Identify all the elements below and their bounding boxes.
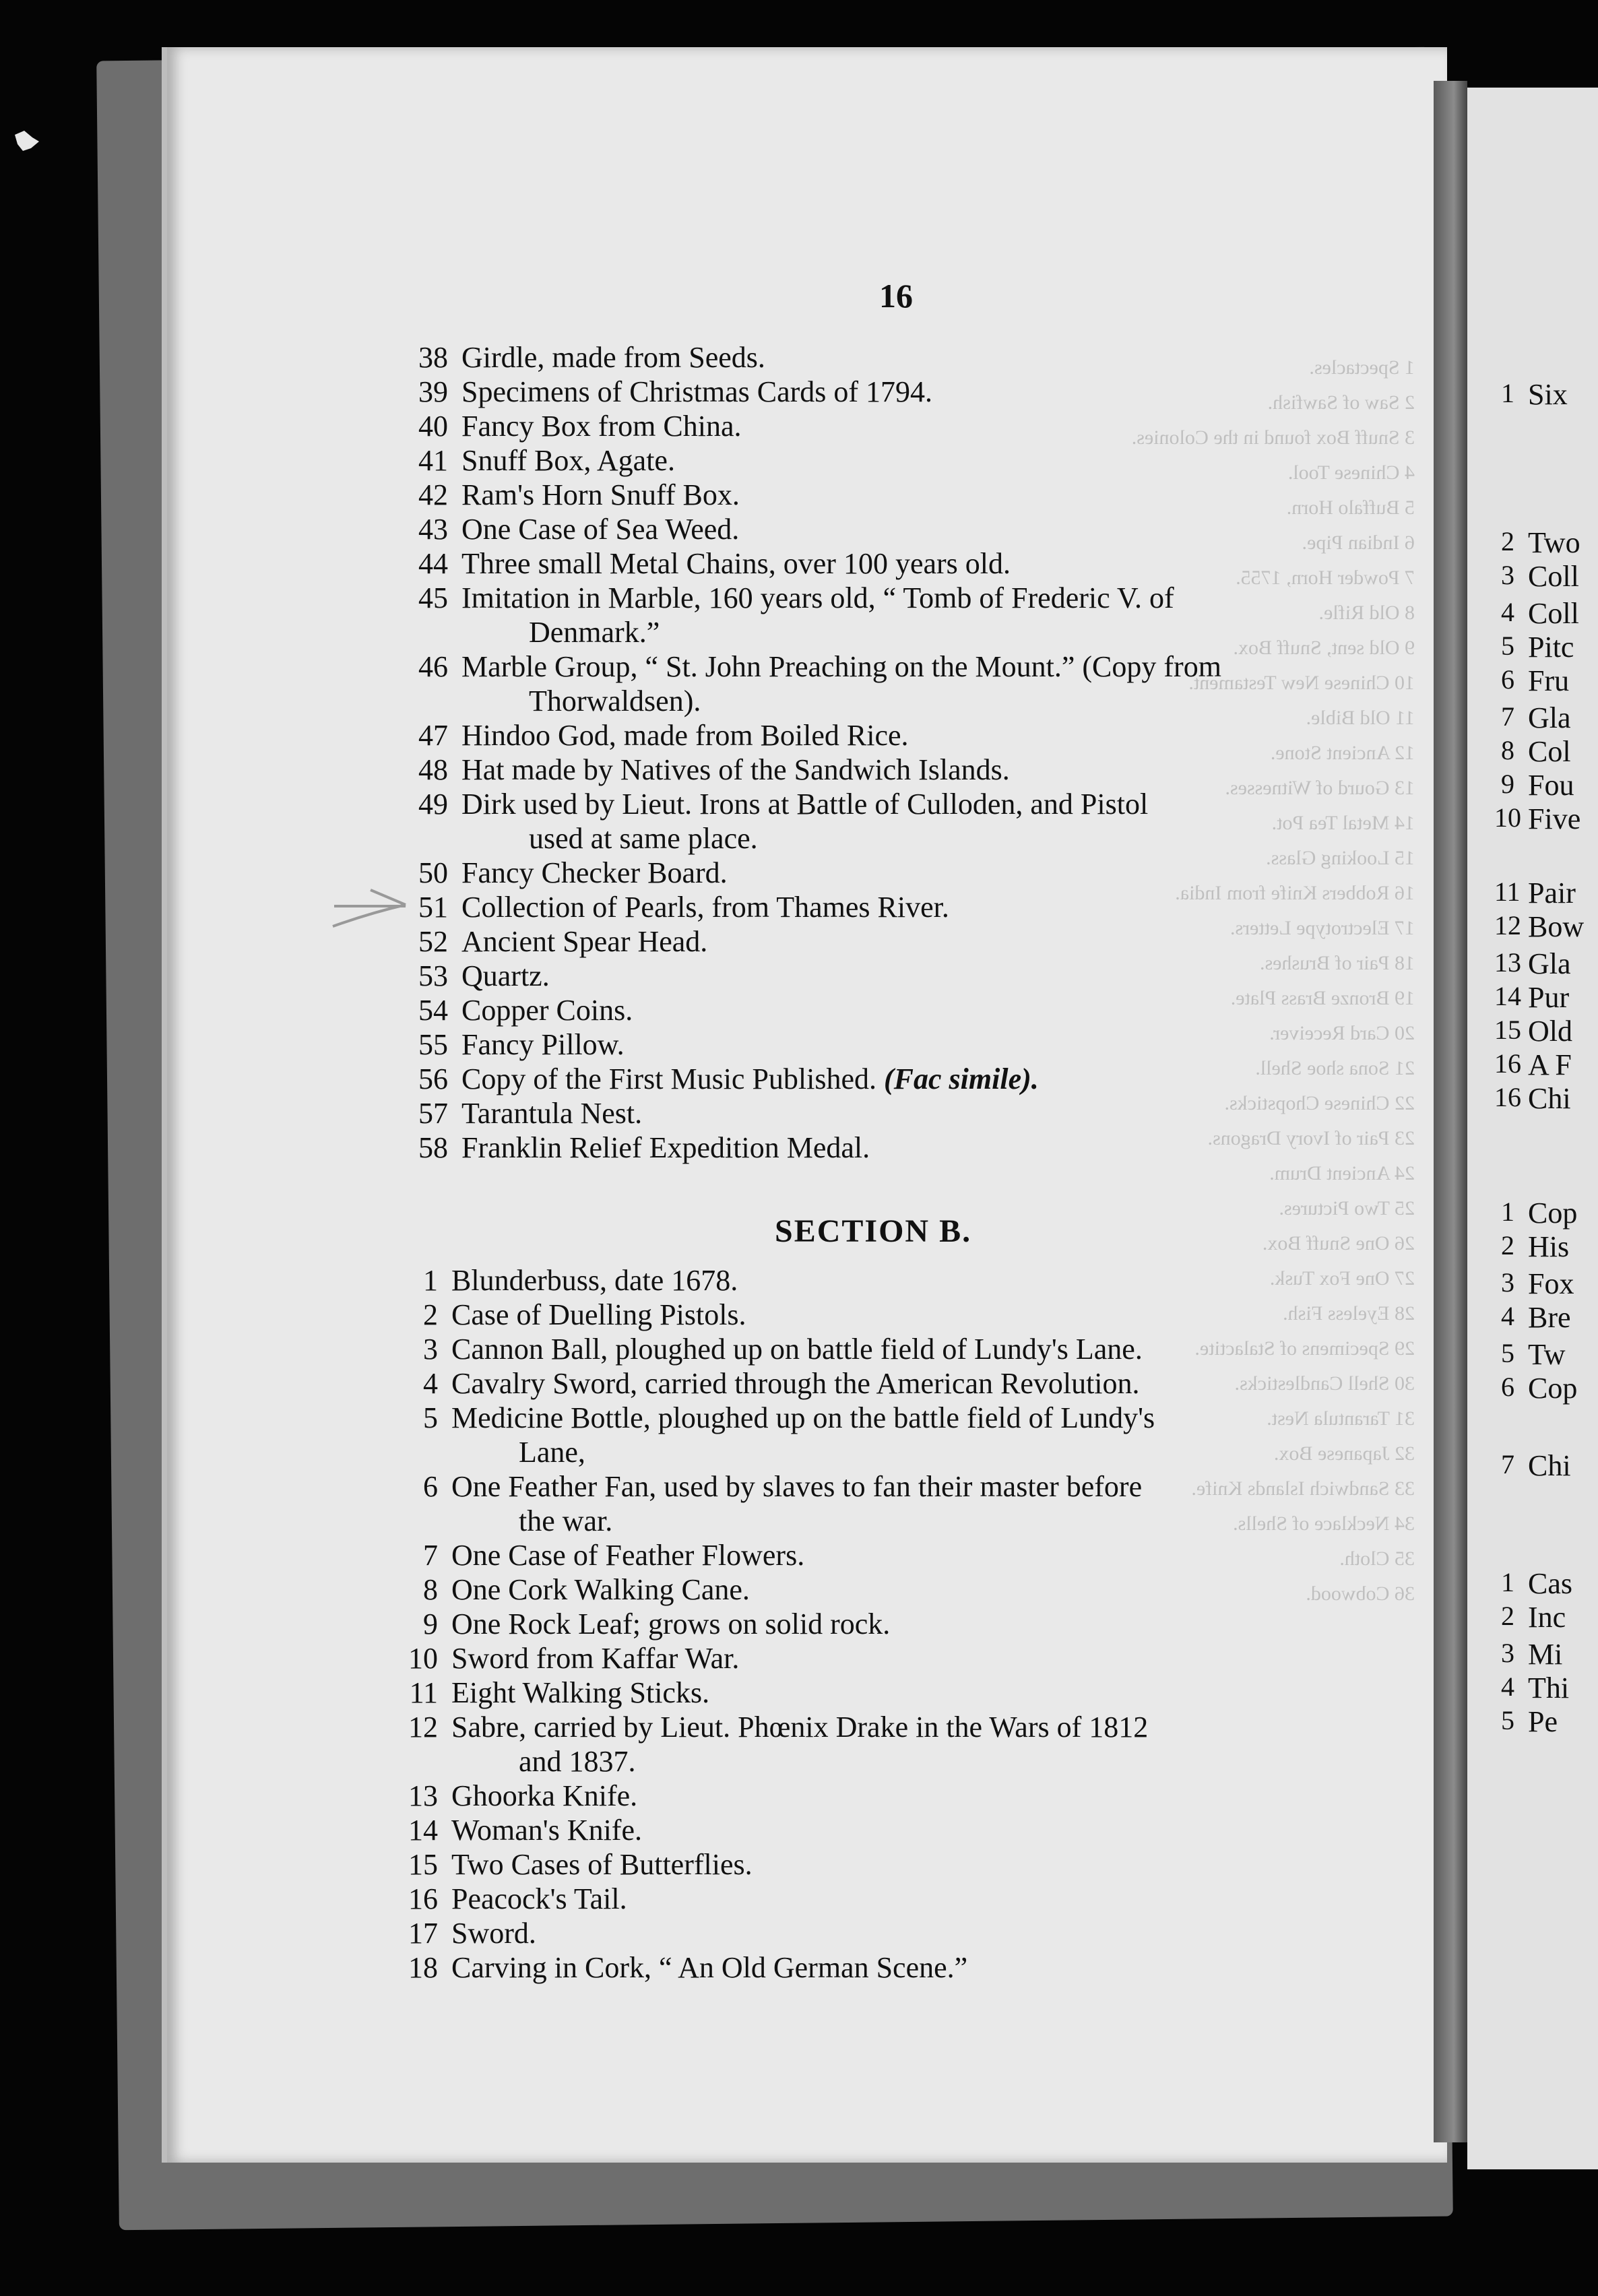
item-text: Woman's Knife. — [451, 1814, 642, 1847]
item-text: Three small Metal Chains, over 100 years old. — [461, 547, 1011, 580]
list-item — [367, 1263, 1408, 1298]
item-text: Carving in Cork, “ An Old German Scene.” — [451, 1951, 968, 1984]
list-item — [377, 340, 1408, 375]
item-text: One Case of Feather Flowers. — [451, 1539, 805, 1572]
show-through-text: 1 Spectacles. 2 Saw of Sawfish. 3 Snuff Box found in the Colonies. 4 Chinese Tool. 5 Buffalo Horn. 6 Indian Pipe. 7 Powder Horn, 1755. 8 Old Rifle. 9 Old sent, Snuff Box. 10 Chinese New Testament. 11 Old Bible. 12 Ancient Stone. 13 Gourd of Witnesses. 14 Metal Tea Pot. 15 Looking Glass. 16 Robbers Knife from India. 17 Electrotype Letters. 18 Pair of Brushes. 19 Bronze Brass Plate. 20 Card Receiver. 21 Sona shoe Shell. 22 Chinese Chopsticks. 23 Pair of Ivory Dragons. 24 Ancient Drum. 25 Two Pictures. 26 One Snuff Box. 27 One Fox Tusk. 28 Eyeless Fish. 29 Specimens of Stalactite. 30 Shell Candlesticks. 31 Tarantula Nest. 32 Japanese Box. 33 Sandwich Islands Knife. 34 Necklace of Shells. 35 Cloth. 36 Cobwood. — [1131, 356, 1415, 1605]
item-text: Marble Group, “ St. John Preaching on the Mount.” (Copy from — [461, 650, 1221, 683]
item-text: One Cork Walking Cane. — [451, 1573, 750, 1606]
list-item — [377, 1062, 1408, 1096]
list-item — [367, 1916, 1408, 1950]
item-text: Tarantula Nest. — [461, 1097, 643, 1130]
item-number: 42 — [418, 478, 448, 511]
item-text: Blunderbuss, date 1678. — [451, 1264, 738, 1297]
list-item — [377, 1027, 1408, 1062]
dust-speck-icon — [12, 128, 42, 155]
list-item — [367, 1676, 1408, 1710]
list-item — [377, 718, 1408, 753]
item-number: 3 — [423, 1333, 438, 1366]
item-text: Ghoorka Knife. — [451, 1779, 638, 1812]
item-text: Sword from Kaffar War. — [451, 1642, 740, 1675]
list-item — [377, 856, 1408, 890]
item-number: 40 — [418, 410, 448, 443]
section-b-heading: SECTION B. — [775, 1213, 972, 1249]
item-number: 45 — [418, 581, 448, 614]
section-b-list — [367, 1263, 1408, 1985]
item-number: 9 — [423, 1607, 438, 1640]
list-item — [367, 1366, 1408, 1401]
item-number: 8 — [423, 1573, 438, 1606]
list-item — [377, 478, 1408, 512]
item-text: Eight Walking Sticks. — [451, 1676, 710, 1709]
section-a-list — [377, 340, 1408, 1165]
item-number: 38 — [418, 341, 448, 374]
item-number: 46 — [418, 650, 448, 683]
item-number: 13 — [408, 1779, 438, 1812]
item-note: (Fac simile). — [876, 1062, 1039, 1095]
list-item — [377, 993, 1408, 1027]
list-item — [377, 753, 1408, 787]
item-number: 48 — [418, 753, 448, 786]
item-number: 57 — [418, 1097, 448, 1130]
list-item — [367, 1332, 1408, 1366]
item-continuation: the war. — [519, 1504, 613, 1537]
list-item — [367, 1572, 1408, 1607]
item-number: 17 — [408, 1917, 438, 1950]
list-item — [377, 924, 1408, 959]
list-item — [367, 1710, 1408, 1779]
item-text: Case of Duelling Pistols. — [451, 1298, 746, 1331]
item-text: Sabre, carried by Lieut. Phœnix Drake in the Wars of 1812 — [451, 1711, 1149, 1744]
item-number: 44 — [418, 547, 448, 580]
item-number: 12 — [408, 1711, 438, 1744]
item-text: Collection of Pearls, from Thames River. — [461, 891, 949, 924]
item-text: Medicine Bottle, ploughed up on the battle field of Lundy's — [451, 1401, 1155, 1434]
list-item — [367, 1401, 1408, 1469]
item-number: 53 — [418, 959, 448, 992]
item-text: Girdle, made from Seeds. — [461, 341, 765, 374]
list-item — [367, 1813, 1408, 1847]
list-item — [367, 1607, 1408, 1641]
item-continuation: and 1837. — [519, 1745, 636, 1778]
item-number: 56 — [418, 1062, 448, 1095]
list-item — [377, 512, 1408, 546]
item-number: 18 — [408, 1951, 438, 1984]
item-text: One Rock Leaf; grows on solid rock. — [451, 1607, 891, 1640]
item-number: 54 — [418, 994, 448, 1027]
item-number: 7 — [423, 1539, 438, 1572]
item-text: Fancy Pillow. — [461, 1028, 625, 1061]
right-page: 1 Six 2 Two 3 Coll 4 Coll 5 Pitc 6 Fru 7 Gla 8 Col 9 Fou 10 Five 11 Pair 12 Bow 13 Gla 14 Pur 15 Old 16 A F 16 Chi 1 Cop 2 His 3 Fox 4 Bre 5 Tw 6 Cop 7 Chi 1 Cas 2 Inc 3 Mi 4 Thi 5 Pe — [1467, 88, 1598, 2169]
list-item — [367, 1298, 1408, 1332]
item-number: 51 — [418, 891, 448, 924]
item-text: Fancy Checker Board. — [461, 856, 728, 889]
list-item — [377, 787, 1408, 856]
item-number: 15 — [408, 1848, 438, 1881]
item-number: 55 — [418, 1028, 448, 1061]
item-number: 47 — [418, 719, 448, 752]
item-text: Franklin Relief Expedition Medal. — [461, 1131, 870, 1164]
list-item — [377, 959, 1408, 993]
page-number: 16 — [879, 277, 913, 315]
item-text: Hindoo God, made from Boiled Rice. — [461, 719, 909, 752]
item-text: Peacock's Tail. — [451, 1882, 627, 1915]
item-text: Imitation in Marble, 160 years old, “ Tomb of Frederic V. of — [461, 581, 1174, 614]
list-item — [367, 1950, 1408, 1985]
item-number: 4 — [423, 1367, 438, 1400]
item-continuation: Thorwaldsen). — [529, 684, 701, 718]
list-item — [377, 890, 1408, 924]
list-item — [377, 546, 1408, 581]
item-text: Ram's Horn Snuff Box. — [461, 478, 740, 511]
item-number: 11 — [409, 1676, 438, 1709]
list-item — [377, 581, 1408, 649]
item-continuation: used at same place. — [529, 822, 758, 855]
item-number: 10 — [408, 1642, 438, 1675]
list-item — [367, 1847, 1408, 1882]
item-number: 16 — [408, 1882, 438, 1915]
item-number: 58 — [418, 1131, 448, 1164]
list-item — [367, 1641, 1408, 1676]
item-number: 41 — [418, 444, 448, 477]
item-number: 52 — [418, 925, 448, 958]
item-text: Cavalry Sword, carried through the American Revolution. — [451, 1367, 1140, 1400]
list-item — [377, 1130, 1408, 1165]
item-text: Specimens of Christmas Cards of 1794. — [461, 375, 933, 408]
item-text: Cannon Ball, ploughed up on battle field of Lundy's Lane. — [451, 1333, 1143, 1366]
item-text: Dirk used by Lieut. Irons at Battle of Culloden, and Pistol — [461, 788, 1149, 821]
item-number: 14 — [408, 1814, 438, 1847]
item-number: 39 — [418, 375, 448, 408]
item-number: 43 — [418, 513, 448, 546]
item-number: 49 — [418, 788, 448, 821]
list-item — [377, 649, 1408, 718]
item-text: Snuff Box, Agate. — [461, 444, 675, 477]
item-text: One Case of Sea Weed. — [461, 513, 740, 546]
list-item — [367, 1779, 1408, 1813]
item-text: One Feather Fan, used by slaves to fan their master before — [451, 1470, 1143, 1503]
list-item — [377, 409, 1408, 443]
list-item — [377, 375, 1408, 409]
item-number: 1 — [423, 1264, 438, 1297]
item-number: 5 — [423, 1401, 438, 1434]
item-continuation: Denmark.” — [529, 616, 660, 649]
list-item — [367, 1469, 1408, 1538]
item-number: 2 — [423, 1298, 438, 1331]
list-item — [377, 1096, 1408, 1130]
list-item — [367, 1538, 1408, 1572]
item-text: Copy of the First Music Published. (Fac simile). — [461, 1062, 1039, 1095]
item-text: Fancy Box from China. — [461, 410, 742, 443]
item-text: Hat made by Natives of the Sandwich Islands. — [461, 753, 1010, 786]
item-text: Quartz. — [461, 959, 550, 992]
item-text: Sword. — [451, 1917, 536, 1950]
item-text: Copper Coins. — [461, 994, 633, 1027]
book-spine — [1434, 81, 1467, 2142]
item-number: 6 — [423, 1470, 438, 1503]
list-item — [377, 443, 1408, 478]
item-number: 50 — [418, 856, 448, 889]
item-text: Ancient Spear Head. — [461, 925, 708, 958]
item-continuation: Lane, — [519, 1436, 585, 1469]
list-item — [367, 1882, 1408, 1916]
item-text: Two Cases of Butterflies. — [451, 1848, 753, 1881]
